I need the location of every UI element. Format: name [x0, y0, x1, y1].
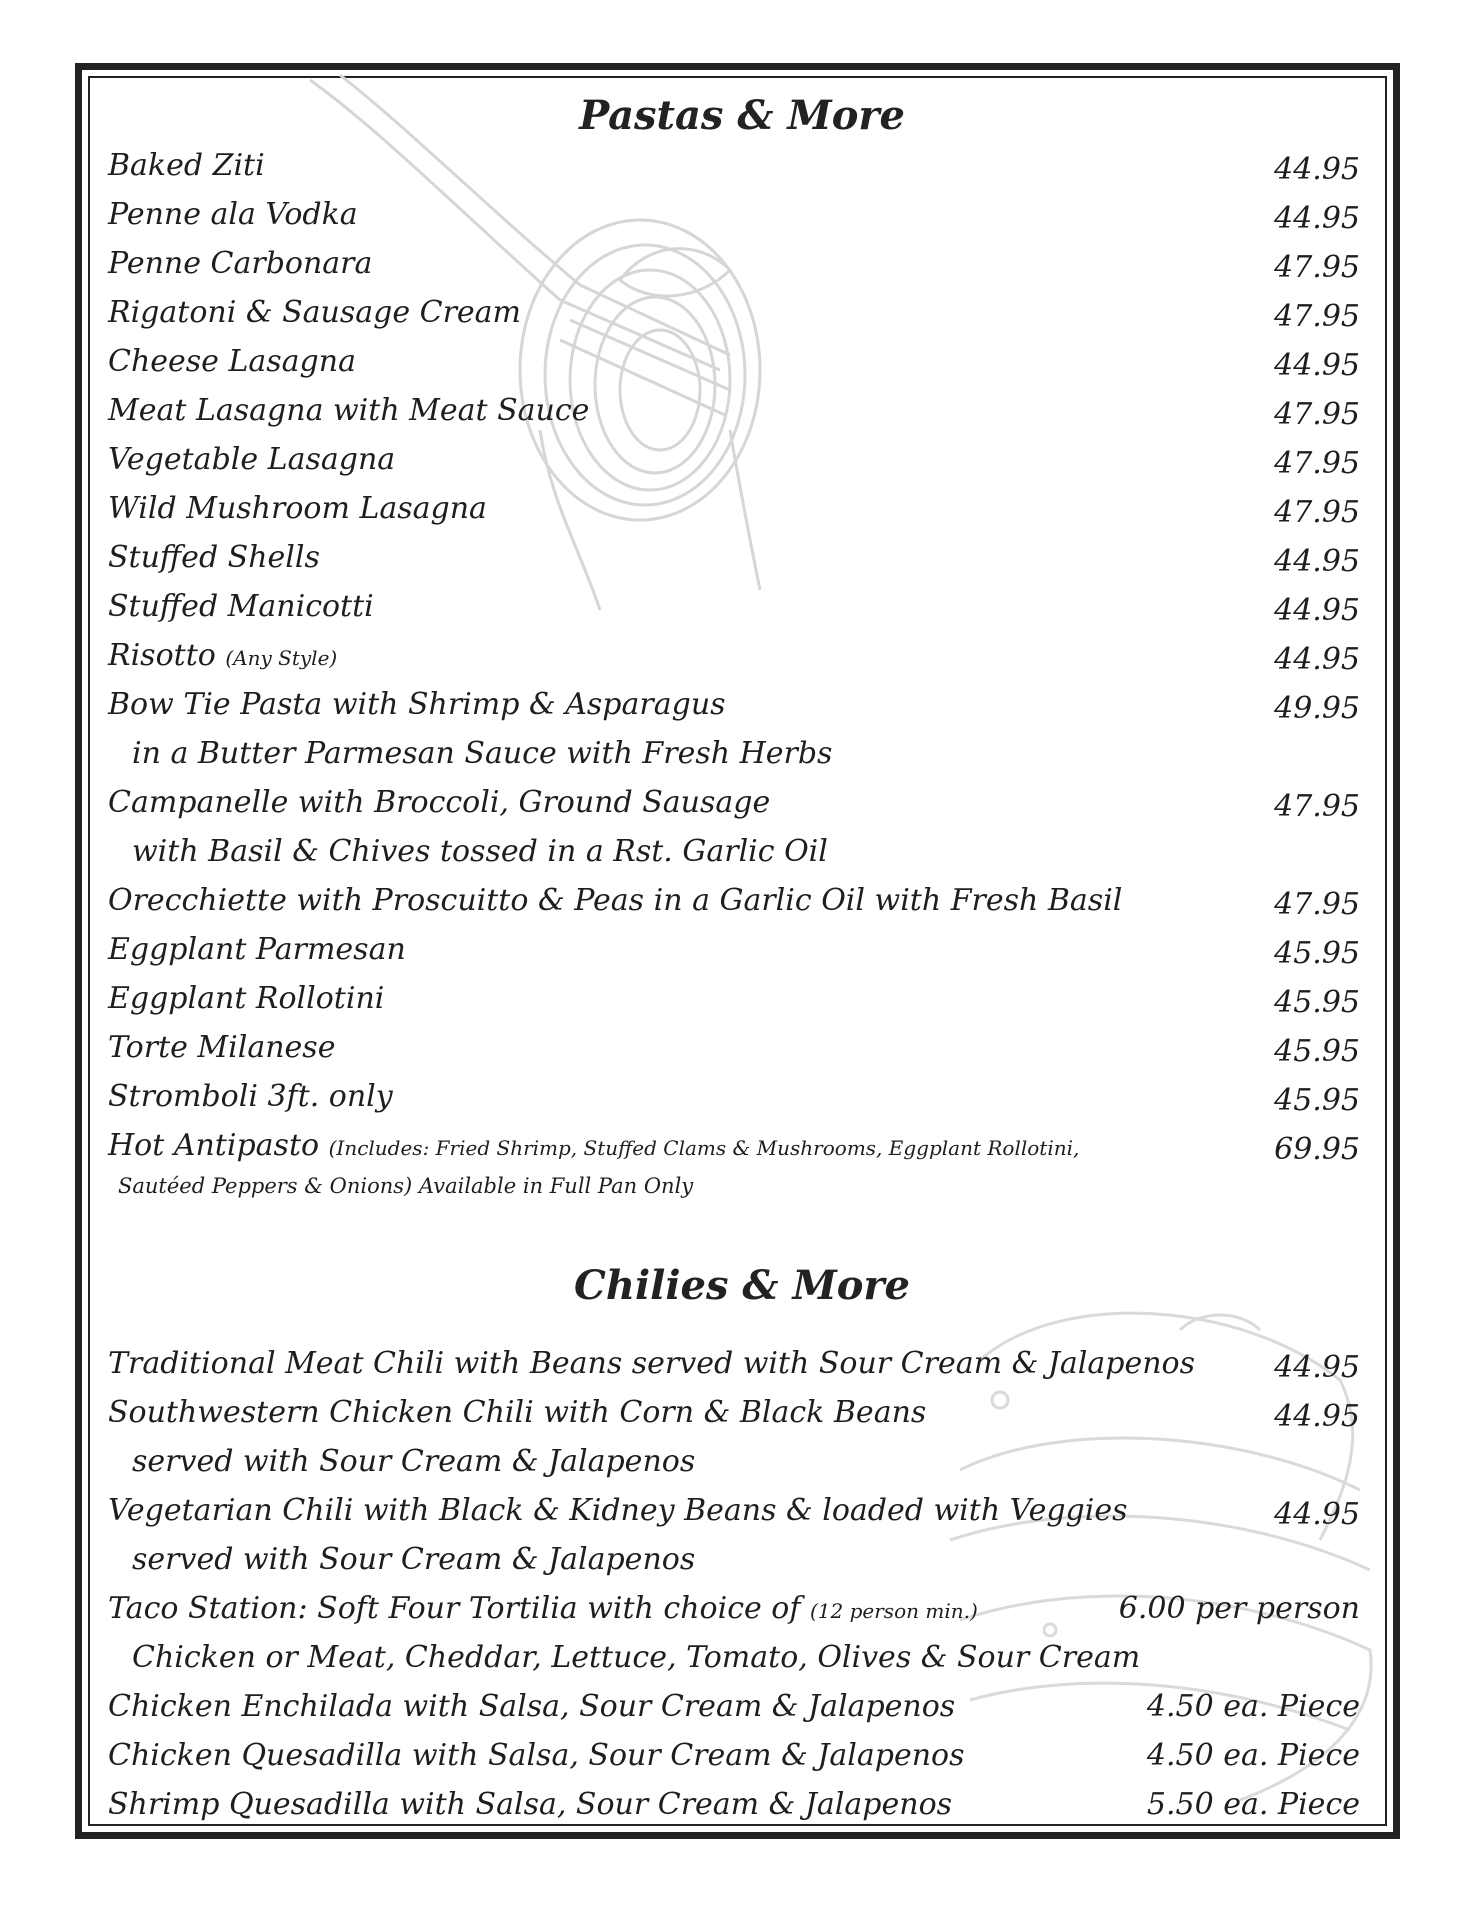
item-price: 47.95 — [1274, 397, 1360, 432]
item-name: Bow Tie Pasta with Shrimp & Asparagus — [108, 687, 726, 722]
list-item — [108, 1589, 1360, 1638]
list-item-continuation — [108, 734, 1360, 783]
item-price: 5.50 ea. Piece — [1146, 1787, 1360, 1822]
item-name: Orecchiette with Proscuitto & Peas in a Garlic Oil with Fresh Basil — [108, 883, 1123, 918]
item-price: 4.50 ea. Piece — [1146, 1738, 1360, 1773]
list-item — [108, 342, 1360, 391]
item-name: Chicken Quesadilla with Salsa, Sour Cream & Jalapenos — [108, 1738, 965, 1773]
item-note: (Any Style) — [225, 646, 338, 670]
list-item-continuation — [108, 832, 1360, 881]
item-price: 44.95 — [1274, 544, 1360, 579]
section-title-chilies: Chilies & More — [574, 1262, 910, 1309]
item-description: with Basil & Chives tossed in a Rst. Garlic Oil — [132, 834, 828, 869]
item-description: served with Sour Cream & Jalapenos — [132, 1542, 696, 1577]
item-name: Eggplant Rollotini — [108, 981, 385, 1016]
list-item-continuation — [108, 1540, 1360, 1589]
list-item — [108, 636, 1360, 685]
item-name: Vegetarian Chili with Black & Kidney Beans & loaded with Veggies — [108, 1493, 1128, 1528]
item-price: 45.95 — [1274, 985, 1360, 1020]
chilies-list — [108, 1344, 1360, 1834]
item-name — [108, 636, 337, 678]
item-name: Eggplant Parmesan — [108, 932, 406, 967]
item-description: Sautéed Peppers & Onions) Available in Full Pan Only — [118, 1174, 694, 1198]
item-price: 47.95 — [1274, 887, 1360, 922]
item-name: Wild Mushroom Lasagna — [108, 491, 487, 526]
item-name: Meat Lasagna with Meat Sauce — [108, 393, 590, 428]
item-name: Campanelle with Broccoli, Ground Sausage — [108, 785, 771, 820]
list-item — [108, 1491, 1360, 1540]
item-name: Stuffed Shells — [108, 540, 320, 575]
list-item — [108, 930, 1360, 979]
list-item — [108, 783, 1360, 832]
item-description: served with Sour Cream & Jalapenos — [132, 1444, 696, 1479]
list-item — [108, 979, 1360, 1028]
item-price: 47.95 — [1274, 446, 1360, 481]
list-item-continuation — [108, 1175, 1360, 1209]
item-price: 44.95 — [1274, 642, 1360, 677]
item-price: 44.95 — [1274, 1497, 1360, 1532]
list-item — [108, 440, 1360, 489]
item-name: Vegetable Lasagna — [108, 442, 396, 477]
item-name: Stromboli 3ft. only — [108, 1079, 393, 1114]
item-price: 44.95 — [1274, 1399, 1360, 1434]
item-note: (12 person min.) — [810, 1599, 978, 1623]
item-description: Chicken or Meat, Cheddar, Lettuce, Tomato, Olives & Sour Cream — [132, 1640, 1141, 1675]
item-price: 44.95 — [1274, 593, 1360, 628]
item-price: 47.95 — [1274, 789, 1360, 824]
item-price: 69.95 — [1274, 1132, 1360, 1167]
item-price: 45.95 — [1274, 936, 1360, 971]
list-item-continuation — [108, 1638, 1360, 1687]
section-title-pastas: Pastas & More — [579, 92, 905, 139]
item-name: Traditional Meat Chili with Beans served with Sour Cream & Jalapenos — [108, 1346, 1195, 1381]
item-name: Cheese Lasagna — [108, 344, 356, 379]
item-price: 44.95 — [1274, 1350, 1360, 1385]
list-item — [108, 489, 1360, 538]
list-item — [108, 1126, 1360, 1175]
item-price: 45.95 — [1274, 1083, 1360, 1118]
list-item — [108, 587, 1360, 636]
item-price: 47.95 — [1274, 250, 1360, 285]
item-name: Penne Carbonara — [108, 246, 373, 281]
item-description: in a Butter Parmesan Sauce with Fresh Herbs — [132, 736, 833, 771]
item-price: 44.95 — [1274, 348, 1360, 383]
list-item-continuation — [108, 1442, 1360, 1491]
item-name — [108, 1589, 978, 1631]
item-price: 44.95 — [1274, 201, 1360, 236]
list-item — [108, 146, 1360, 195]
item-name: Torte Milanese — [108, 1030, 336, 1065]
item-name: Stuffed Manicotti — [108, 589, 374, 624]
item-price: 47.95 — [1274, 495, 1360, 530]
item-price: 45.95 — [1274, 1034, 1360, 1069]
list-item — [108, 1393, 1360, 1442]
list-item — [108, 1344, 1360, 1393]
list-item — [108, 1736, 1360, 1785]
item-price: 49.95 — [1274, 691, 1360, 726]
item-price: 4.50 ea. Piece — [1146, 1689, 1360, 1724]
item-note: (Includes: Fried Shrimp, Stuffed Clams & Mushrooms, Eggplant Rollotini, — [328, 1136, 1080, 1160]
list-item — [108, 685, 1360, 734]
item-name-text: Taco Station: Soft Four Tortilia with choice of — [108, 1591, 801, 1626]
list-item — [108, 1077, 1360, 1126]
item-name-text: Hot Antipasto — [108, 1128, 320, 1163]
list-item — [108, 538, 1360, 587]
item-name: Penne ala Vodka — [108, 197, 358, 232]
item-name: Chicken Enchilada with Salsa, Sour Cream & Jalapenos — [108, 1689, 956, 1724]
list-item — [108, 1028, 1360, 1077]
item-name-text: Risotto — [108, 638, 216, 673]
list-item — [108, 195, 1360, 244]
list-item — [108, 293, 1360, 342]
list-item — [108, 244, 1360, 293]
list-item — [108, 1687, 1360, 1736]
item-name: Southwestern Chicken Chili with Corn & Black Beans — [108, 1395, 927, 1430]
list-item — [108, 881, 1360, 930]
list-item — [108, 1785, 1360, 1834]
item-name: Rigatoni & Sausage Cream — [108, 295, 521, 330]
item-name — [108, 1126, 1079, 1168]
item-name: Shrimp Quesadilla with Salsa, Sour Cream & Jalapenos — [108, 1787, 953, 1822]
item-name: Baked Ziti — [108, 148, 265, 183]
item-price: 44.95 — [1274, 152, 1360, 187]
item-price: 47.95 — [1274, 299, 1360, 334]
list-item — [108, 391, 1360, 440]
pastas-list — [108, 146, 1360, 1209]
item-price: 6.00 per person — [1118, 1591, 1360, 1626]
